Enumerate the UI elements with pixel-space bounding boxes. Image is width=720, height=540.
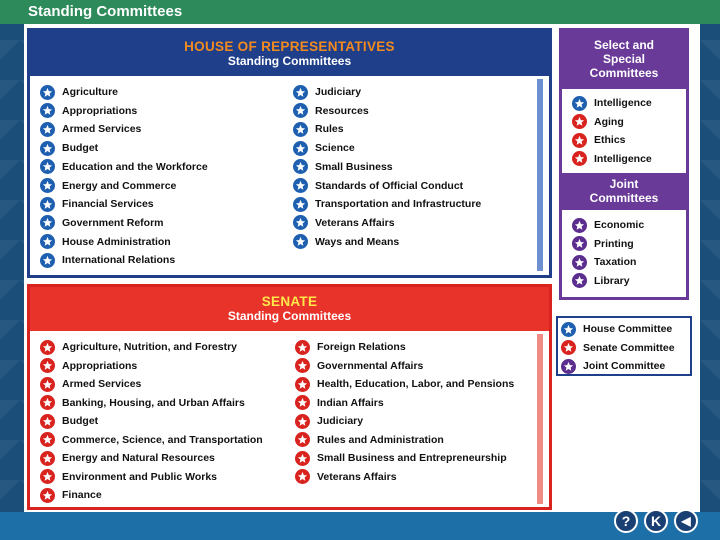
committee-label: Library [594, 274, 630, 287]
blue-star-icon [293, 234, 308, 249]
senate-panel [27, 284, 552, 510]
previous-button[interactable]: ◀ [674, 509, 698, 533]
committee-label: Budget [62, 142, 99, 155]
committee-label: Armed Services [62, 378, 142, 390]
committee-item [572, 273, 630, 289]
committee-item [293, 84, 361, 100]
committee-item [40, 487, 102, 503]
red-star-icon [572, 114, 587, 129]
committee-item [293, 103, 369, 119]
committee-item [40, 450, 215, 466]
red-star-icon [295, 451, 310, 466]
legend [556, 316, 692, 376]
blue-star-icon [293, 141, 308, 156]
committee-item [40, 215, 164, 231]
blue-star-icon [572, 96, 587, 111]
blue-star-icon [293, 122, 308, 137]
blue-star-icon [293, 178, 308, 193]
committee-label: Appropriations [62, 359, 138, 372]
committee-label: Appropriations [62, 104, 138, 117]
committee-item [572, 114, 624, 130]
committee-label: Energy and Commerce [62, 179, 177, 192]
committee-item [572, 217, 644, 233]
senate-list [36, 334, 543, 504]
red-star-icon [572, 133, 587, 148]
committee-item [40, 178, 176, 194]
red-star-icon [295, 395, 310, 410]
committee-label: Science [315, 142, 355, 155]
committee-item [572, 132, 626, 148]
committee-item [293, 215, 395, 231]
house-subtitle: Standing Committees [227, 54, 352, 68]
committee-label: Resources [315, 104, 369, 117]
committee-label: Armed Services [62, 123, 142, 136]
house-header [30, 31, 549, 76]
committee-item [293, 234, 399, 250]
committee-label: Energy and Natural Resources [62, 452, 215, 464]
blue-star-icon [40, 85, 55, 100]
blue-star-icon [293, 159, 308, 174]
blue-star-icon [293, 197, 308, 212]
footer-bar [0, 512, 720, 540]
red-star-icon [40, 340, 55, 355]
joint-header [562, 173, 686, 210]
committee-label: Transportation and Infrastructure [315, 198, 482, 211]
committee-label: International Relations [62, 254, 176, 267]
blue-star-icon [40, 122, 55, 137]
committee-label: Printing [594, 237, 634, 250]
committee-item [40, 376, 141, 392]
committee-item [40, 395, 245, 411]
committee-label: Rules and Administration [317, 433, 444, 446]
blue-star-icon [293, 103, 308, 118]
purple-star-icon [572, 255, 587, 270]
committee-label: Joint Committee [583, 360, 666, 372]
committee-label: Governmental Affairs [317, 359, 424, 372]
header-bar [0, 0, 720, 24]
red-star-icon [40, 414, 55, 429]
purple-star-icon [572, 273, 587, 288]
blue-star-icon [293, 215, 308, 230]
committee-item [572, 95, 652, 111]
committee-item [293, 140, 355, 156]
committee-label: Senate Committee [583, 341, 675, 354]
red-star-icon [295, 432, 310, 447]
help-button[interactable]: ? [614, 509, 638, 533]
red-star-icon [572, 151, 587, 166]
red-star-icon [40, 395, 55, 410]
committee-item [561, 321, 672, 337]
committee-label: House Administration [62, 235, 171, 248]
committee-item [293, 159, 393, 175]
committee-item [40, 413, 98, 429]
page-title: Standing Committees [28, 3, 183, 20]
committee-item [293, 196, 481, 212]
committee-label: Economic [594, 219, 645, 231]
purple-star-icon [561, 359, 576, 374]
senate-subtitle: Standing Committees [227, 309, 352, 323]
committee-label: Judiciary [317, 415, 364, 427]
committee-item [295, 395, 384, 411]
committee-label: Ways and Means [315, 235, 400, 248]
committee-item [293, 178, 463, 194]
blue-star-icon [40, 159, 55, 174]
committee-item [295, 358, 423, 374]
committee-label: Standards of Official Conduct [315, 179, 464, 192]
blue-star-icon [40, 215, 55, 230]
committee-item [40, 252, 175, 268]
senate-title: SENATE [261, 294, 318, 309]
red-star-icon [40, 432, 55, 447]
committee-label: Environment and Public Works [62, 470, 217, 483]
committee-label: Small Business and Entrepreneurship [317, 452, 507, 464]
house-list [36, 79, 543, 271]
purple-star-icon [572, 218, 587, 233]
blue-star-icon [40, 197, 55, 212]
red-star-icon [561, 340, 576, 355]
select-special-header [562, 31, 686, 89]
committee-item [295, 413, 363, 429]
select-title-line: Committees [589, 66, 659, 80]
committee-item [572, 254, 636, 270]
committee-label: Agriculture [62, 86, 119, 98]
committee-label: Health, Education, Labor, and Pensions [317, 378, 515, 390]
committee-label: Foreign Relations [317, 341, 406, 353]
red-star-icon [295, 358, 310, 373]
committee-label: Commerce, Science, and Transportation [62, 433, 263, 446]
committee-label: Finance [62, 489, 102, 501]
committee-item [40, 339, 237, 355]
committee-label: Intelligence [594, 152, 652, 165]
committee-label: Government Reform [62, 216, 164, 229]
committee-label: House Committee [583, 323, 673, 335]
red-star-icon [295, 377, 310, 392]
purple-star-icon [572, 236, 587, 251]
committee-label: Financial Services [62, 198, 154, 211]
committee-label: Rules [315, 123, 344, 136]
committee-item [561, 358, 665, 374]
red-star-icon [40, 469, 55, 484]
red-star-icon [40, 451, 55, 466]
committee-item [295, 376, 514, 392]
committee-item [40, 121, 141, 137]
blue-star-icon [40, 141, 55, 156]
committee-item [40, 196, 154, 212]
committee-item [40, 140, 98, 156]
senate-header [30, 287, 549, 331]
committee-item [295, 339, 406, 355]
select-joint-panel [559, 28, 689, 300]
committee-item [40, 234, 171, 250]
blue-star-icon [293, 85, 308, 100]
committee-label: Education and the Workforce [62, 160, 208, 173]
committee-item [40, 84, 118, 100]
committee-label: Agriculture, Nutrition, and Forestry [62, 341, 238, 353]
committee-item [40, 159, 208, 175]
red-star-icon [295, 469, 310, 484]
house-title: HOUSE OF REPRESENTATIVES [184, 39, 395, 54]
committee-item [293, 121, 344, 137]
house-panel [27, 28, 552, 278]
blue-star-icon [40, 103, 55, 118]
back-to-start-button[interactable]: K [644, 509, 668, 533]
blue-star-icon [561, 322, 576, 337]
committee-label: Ethics [594, 134, 626, 146]
committee-item [561, 340, 675, 356]
committee-label: Taxation [594, 256, 637, 268]
committee-label: Veterans Affairs [315, 216, 395, 229]
committee-item [295, 432, 444, 448]
committee-label: Budget [62, 415, 99, 427]
committee-item [572, 236, 634, 252]
committee-label: Indian Affairs [317, 396, 384, 409]
red-star-icon [40, 377, 55, 392]
committee-item [40, 432, 263, 448]
select-title-line: Select and [593, 38, 655, 52]
red-star-icon [40, 358, 55, 373]
committee-item [40, 469, 217, 485]
committee-item [40, 358, 137, 374]
red-star-icon [295, 414, 310, 429]
blue-star-icon [40, 178, 55, 193]
joint-title-line: Joint [609, 177, 639, 191]
committee-label: Judiciary [315, 86, 362, 98]
committee-item [295, 450, 507, 466]
select-title-line: Special [602, 52, 646, 66]
blue-star-icon [40, 234, 55, 249]
blue-star-icon [40, 253, 55, 268]
committee-label: Banking, Housing, and Urban Affairs [62, 396, 245, 409]
committee-item [295, 469, 397, 485]
joint-title-line: Committees [589, 191, 659, 205]
committee-label: Intelligence [594, 97, 652, 109]
committee-label: Veterans Affairs [317, 470, 397, 483]
committee-label: Aging [594, 115, 624, 128]
red-star-icon [295, 340, 310, 355]
red-star-icon [40, 488, 55, 503]
committee-label: Small Business [315, 160, 393, 173]
committee-item [572, 151, 652, 167]
committee-item [40, 103, 137, 119]
